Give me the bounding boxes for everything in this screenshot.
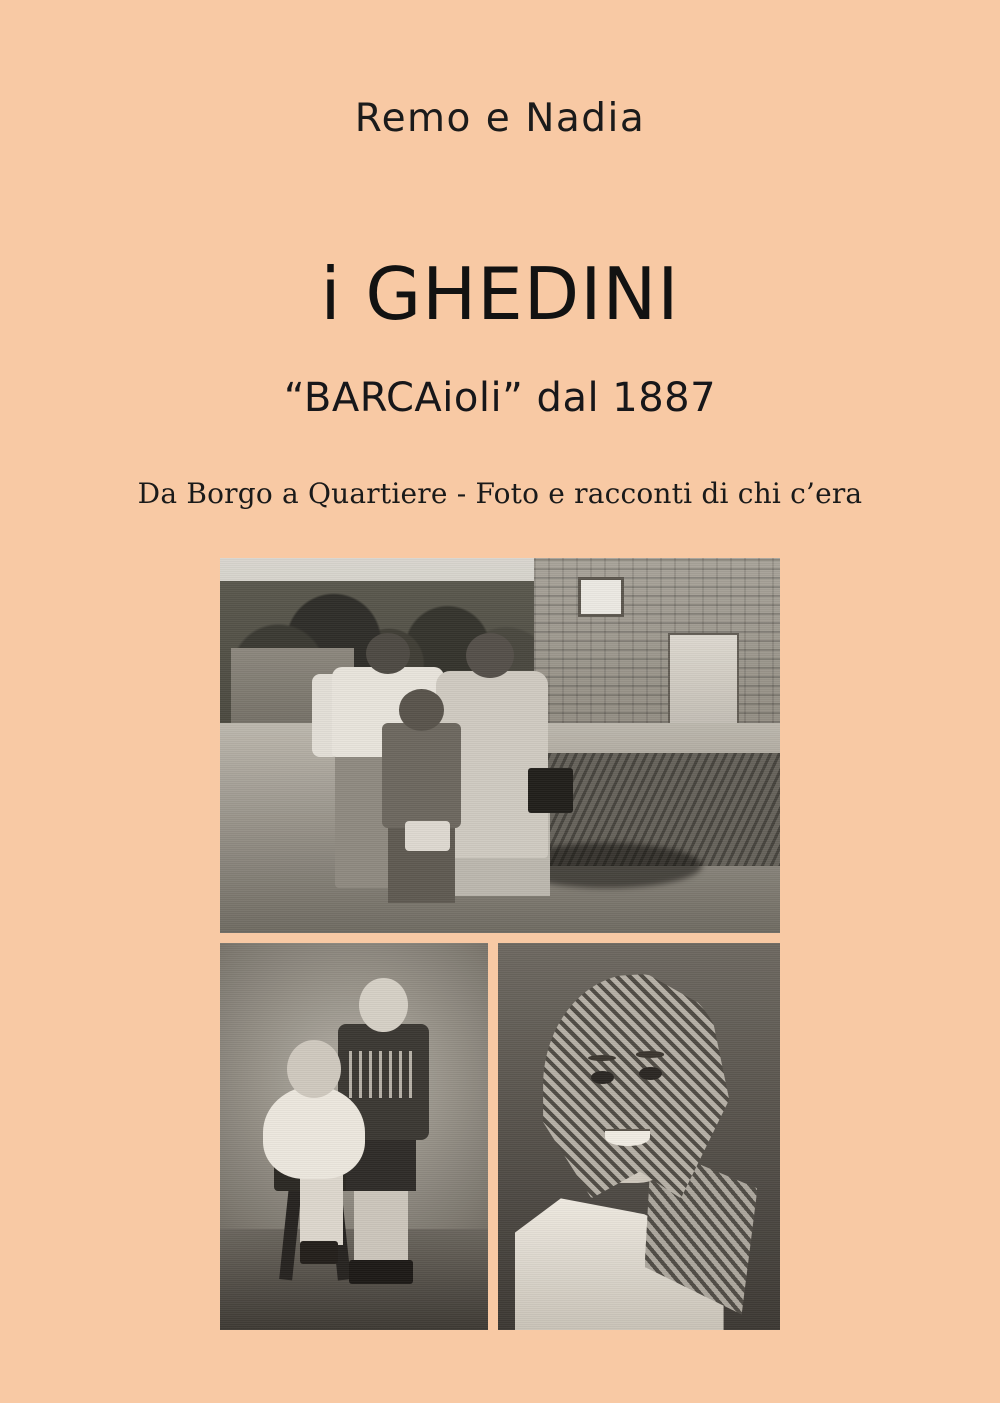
- book-tagline: Da Borgo a Quartiere - Foto e racconti di chi c’era: [137, 477, 863, 510]
- photo-family-outdoors: [220, 558, 780, 933]
- boy-head: [399, 689, 444, 730]
- woman-head: [466, 633, 514, 678]
- sweater-pattern: [349, 1051, 419, 1097]
- right-eye: [639, 1067, 662, 1080]
- book-title: i GHEDINI: [320, 252, 680, 336]
- boy-jacket: [382, 723, 460, 828]
- boy-shoes: [349, 1260, 413, 1283]
- girl-shoes: [300, 1241, 338, 1264]
- authors-line: Remo e Nadia: [354, 96, 646, 141]
- woman-handbag: [528, 768, 573, 813]
- boy-hands: [405, 821, 450, 851]
- window-opening: [578, 577, 623, 617]
- photo-collage: [220, 558, 780, 1330]
- girl-head: [287, 1040, 341, 1098]
- photo-woman-headscarf: [498, 943, 780, 1330]
- book-subtitle: “BARCAioli” dal 1887: [283, 375, 717, 421]
- boy-legs: [354, 1187, 408, 1264]
- girl-legs: [300, 1175, 343, 1245]
- photo-two-children: [220, 943, 488, 1330]
- right-eyebrow: [636, 1051, 664, 1057]
- left-eye: [591, 1071, 614, 1084]
- girl-dress: [263, 1086, 365, 1179]
- boy-head: [359, 978, 407, 1032]
